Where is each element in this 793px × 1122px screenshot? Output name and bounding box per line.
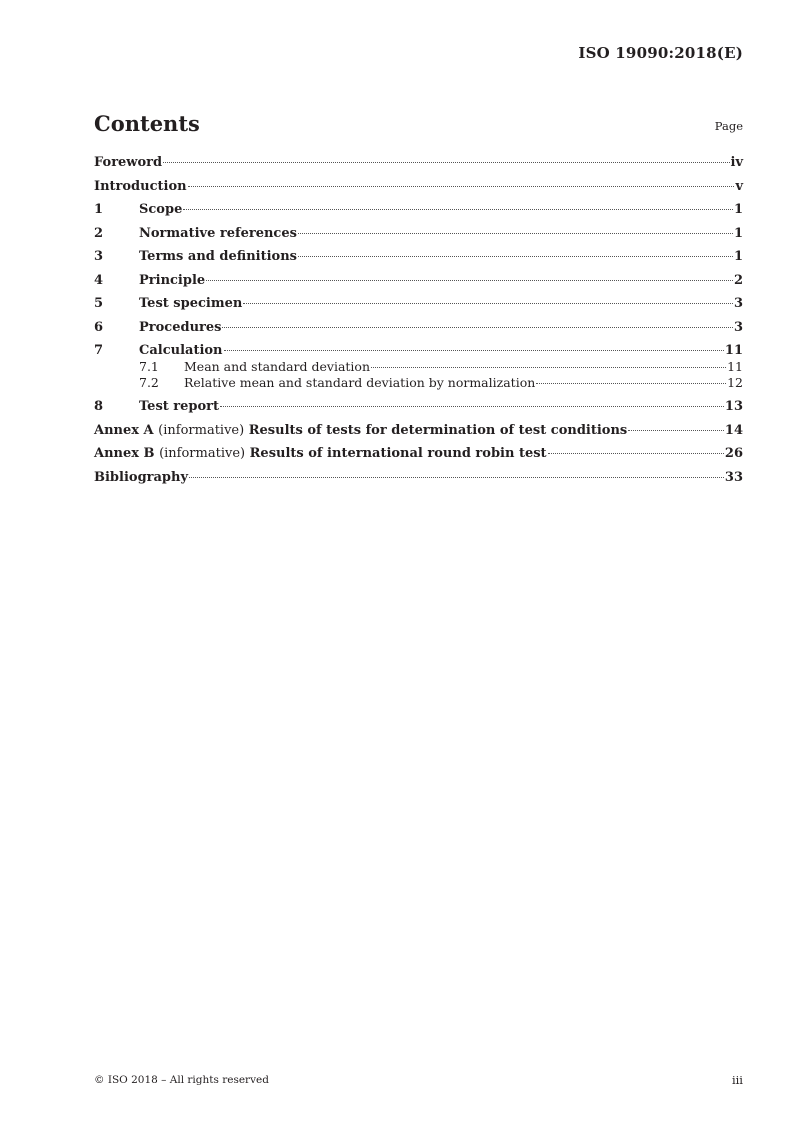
toc-entry-page: 3 [733,319,743,335]
contents-title: Contents [94,111,200,136]
toc-entry-calculation[interactable] [94,343,743,359]
dot-leader [628,430,724,431]
toc-entry-foreword[interactable] [94,155,743,171]
toc-entry-normative-references[interactable] [94,226,743,242]
footer-copyright: © ISO 2018 – All rights reserved [94,1074,269,1086]
toc-entry-test-specimen[interactable] [94,296,743,312]
toc-entry-title: Test report [139,399,220,414]
toc-entry-procedures[interactable] [94,320,743,336]
dot-leader [206,280,733,281]
clause-number: 5 [94,296,104,311]
toc-entry-title: Procedures [139,319,222,335]
annex-type: (informative) [159,446,246,461]
table-of-contents [94,155,743,493]
toc-subentry-page: 11 [727,359,743,374]
clause-number: 7 [94,343,104,358]
dot-leader [243,303,733,304]
toc-annex-heading [94,423,627,439]
dot-leader [536,383,726,384]
page-column-label: Page [714,119,743,133]
subclause-number: 7.1 [139,359,159,374]
annex-label: Annex B [94,446,155,461]
toc-entry-title: Normative references [139,225,297,241]
toc-subentry-page: 12 [727,375,743,390]
toc-entry-page: 3 [733,296,743,311]
dot-leader [189,477,724,478]
dot-leader [222,327,732,328]
toc-subentry-relative-mean[interactable] [94,375,743,391]
clause-number: 3 [94,249,104,264]
toc-entry-annex-b[interactable] [94,446,743,462]
clause-number: 6 [94,319,104,335]
annex-label: Annex A [94,422,154,438]
dot-leader [220,406,724,407]
toc-entry-page: 14 [724,422,743,438]
toc-entry-annex-a[interactable] [94,423,743,439]
toc-entry-page: 26 [724,446,743,461]
toc-entry-bibliography[interactable] [94,470,743,486]
toc-entry-page: 2 [733,272,743,288]
dot-leader [188,186,735,187]
toc-entry-page: 1 [733,202,743,217]
toc-entry-page: 33 [724,469,743,485]
clause-number: 1 [94,202,104,217]
toc-entry-title: Introduction [94,178,187,194]
annex-type: (informative) [158,422,245,438]
dot-leader [298,256,733,257]
annex-title: Results of tests for determination of test conditions [248,422,628,438]
toc-subentry-title: Mean and standard deviation [184,359,371,374]
toc-entry-title: Terms and definitions [139,249,297,264]
toc-entry-title: Scope [139,202,183,217]
toc-entry-scope[interactable] [94,202,743,218]
toc-entry-page: 13 [724,399,743,414]
dot-leader [163,162,729,163]
toc-entry-test-report[interactable] [94,399,743,415]
toc-entry-page: 1 [733,225,743,241]
clause-number: 8 [94,399,104,414]
toc-entry-title: Calculation [139,343,223,358]
dot-leader [183,209,733,210]
subclause-number: 7.2 [139,375,159,390]
toc-entry-page: 11 [724,343,743,358]
dot-leader [548,453,724,454]
footer-page-number: iii [731,1073,743,1087]
clause-number: 4 [94,272,104,288]
toc-entry-page: iv [730,155,743,170]
toc-entry-title: Foreword [94,155,163,170]
toc-entry-introduction[interactable] [94,179,743,195]
dot-leader [224,350,724,351]
dot-leader [371,367,726,368]
toc-entry-title: Principle [139,272,206,288]
clause-number: 2 [94,225,104,241]
annex-title: Results of international round robin test [249,446,547,461]
toc-entry-page: v [735,178,743,194]
toc-entry-title: Bibliography [94,469,189,485]
toc-entry-principle[interactable] [94,273,743,289]
document-id: ISO 19090:2018(E) [578,44,743,62]
toc-entry-terms-and-definitions[interactable] [94,249,743,265]
toc-entry-title: Test specimen [139,296,243,311]
toc-entry-page: 1 [733,249,743,264]
dot-leader [298,233,733,234]
toc-subentry-mean-and-standard-deviation[interactable] [94,359,743,375]
toc-subentry-title: Relative mean and standard deviation by normalization [184,375,536,390]
toc-annex-heading [94,446,547,462]
